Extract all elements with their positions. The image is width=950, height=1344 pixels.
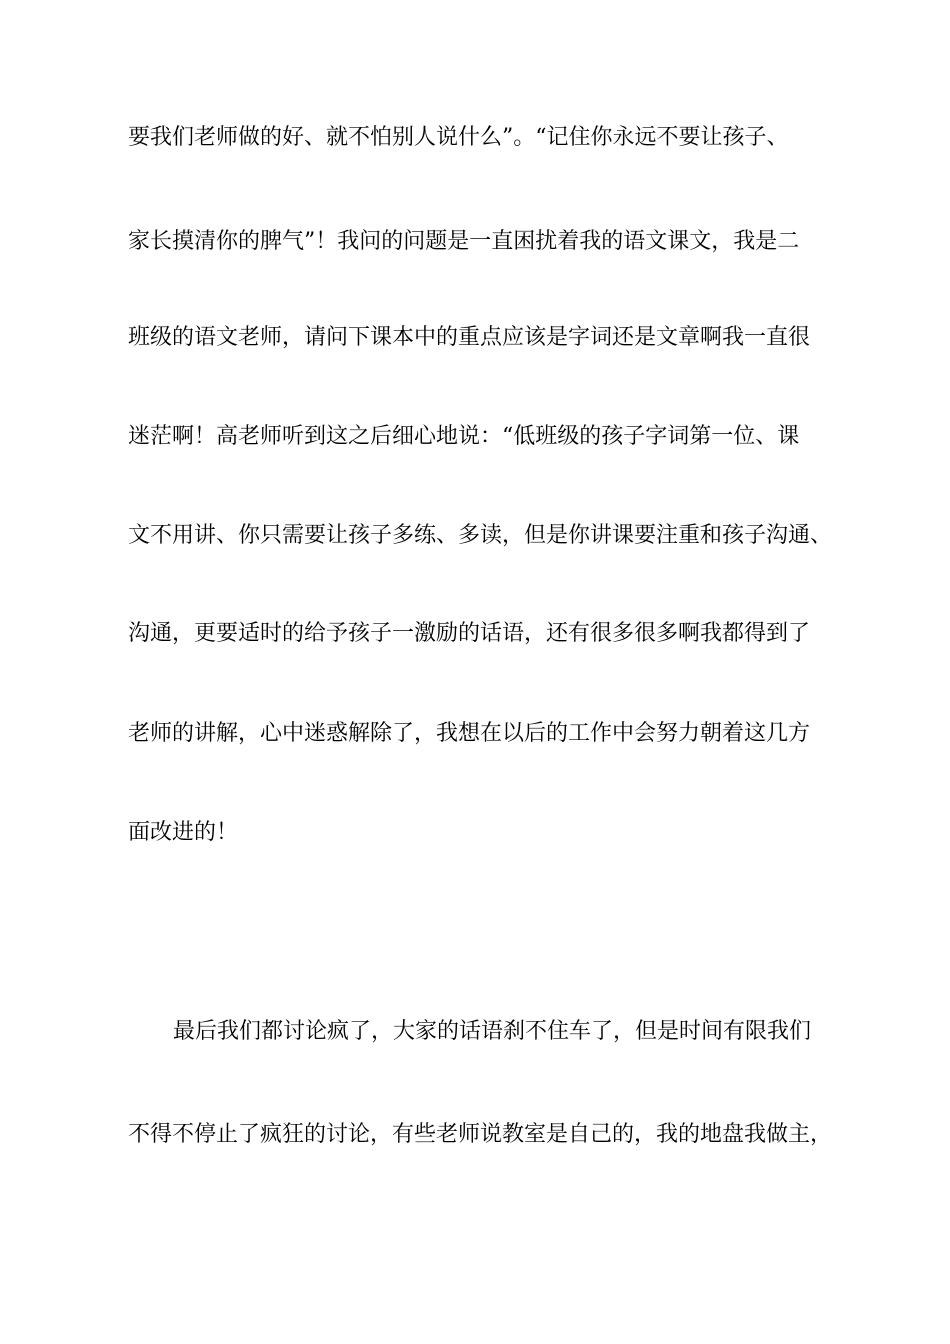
text-line: 要我们老师做的好、就不怕别人说什么”。“记住你永远不要让孩子、 — [128, 125, 789, 150]
text-line: 文不用讲、你只需要让孩子多练、多读，但是你讲课要注重和孩子沟通、 — [128, 523, 833, 548]
text-line: 面改进的！ — [128, 820, 239, 845]
text-line: 沟通，更要适时的给予孩子一激励的话语，还有很多很多啊我都得到了 — [128, 621, 811, 646]
text-line: 最后我们都讨论疯了，大家的话语刹不住车了，但是时间有限我们 — [173, 1019, 812, 1044]
text-line: 家长摸清你的脾气”！我问的问题是一直困扰着我的语文课文，我是二 — [128, 229, 800, 254]
text-line: 不得不停止了疯狂的讨论，有些老师说教室是自己的，我的地盘我做主， — [128, 1122, 833, 1147]
text-line: 迷茫啊！高老师听到这之后细心地说：“低班级的孩子字词第一位、课 — [128, 424, 800, 449]
text-line: 老师的讲解，心中迷惑解除了，我想在以后的工作中会努力朝着这几方 — [128, 721, 811, 746]
text-line: 班级的语文老师，请问下课本中的重点应该是字词还是文章啊我一直很 — [128, 325, 811, 350]
